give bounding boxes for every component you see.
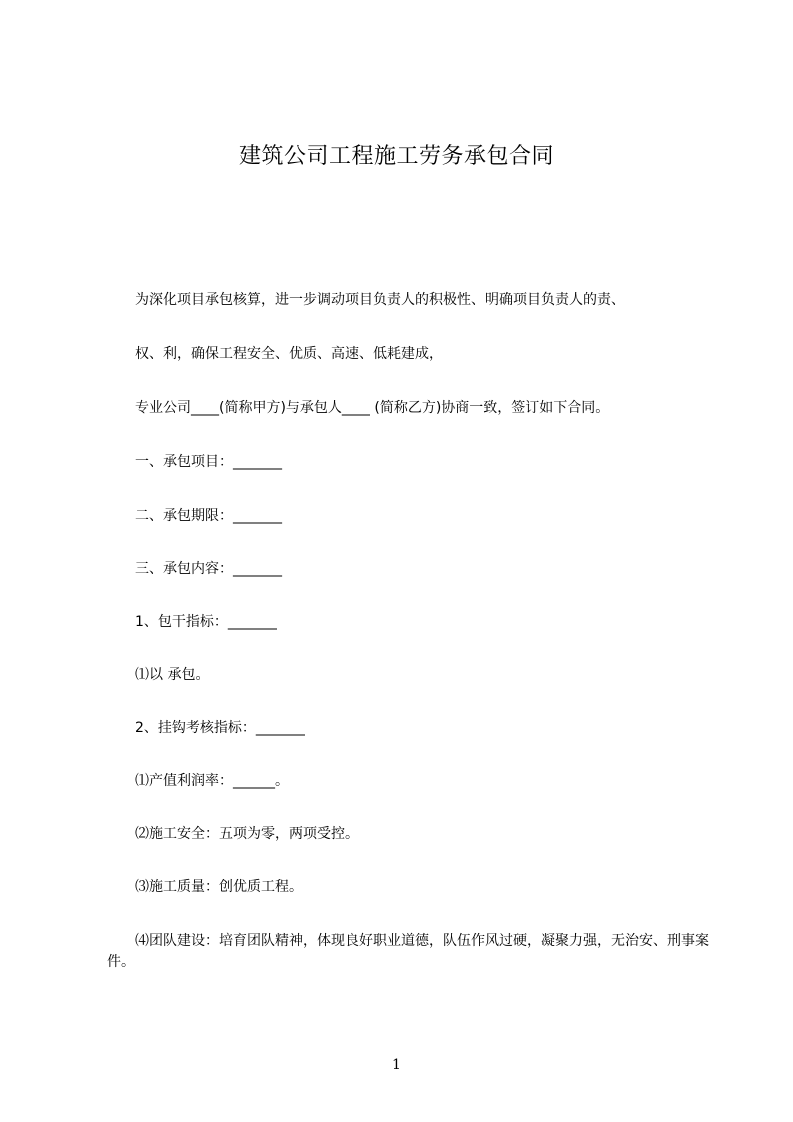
item-lump-sum-indicator: 1、包干指标：_______ xyxy=(135,614,277,630)
intro-line-2: 权、利，确保工程安全、优质、高速、低耗建成， xyxy=(135,346,443,362)
item-lump-sum-detail: ⑴以 承包。 xyxy=(135,667,210,683)
parties-line: 专业公司____(简称甲方)与承包人____ (简称乙方)协商一致，签订如下合同。 xyxy=(135,400,610,416)
item-profit-margin: ⑴产值利润率：______。 xyxy=(135,773,289,789)
document-title: 建筑公司工程施工劳务承包合同 xyxy=(238,144,554,169)
item-construction-quality: ⑶施工质量：创优质工程。 xyxy=(135,879,303,895)
item-construction-safety: ⑵施工安全：五项为零，两项受控。 xyxy=(135,826,359,842)
section-contract-period: 二、承包期限：_______ xyxy=(135,508,282,524)
page-number: 1 xyxy=(392,1057,401,1073)
section-contract-project: 一、承包项目：_______ xyxy=(135,454,282,470)
item-team-building: ⑷团队建设：培育团队精神，体现良好职业道德，队伍作风过硬，凝聚力强，无治安、刑事案件。 xyxy=(107,933,709,970)
item-assessment-indicator: 2、挂钩考核指标：_______ xyxy=(135,720,305,736)
section-contract-content: 三、承包内容：_______ xyxy=(135,561,282,577)
intro-line-1: 为深化项目承包核算，进一步调动项目负责人的积极性、明确项目负责人的责、 xyxy=(135,292,625,308)
